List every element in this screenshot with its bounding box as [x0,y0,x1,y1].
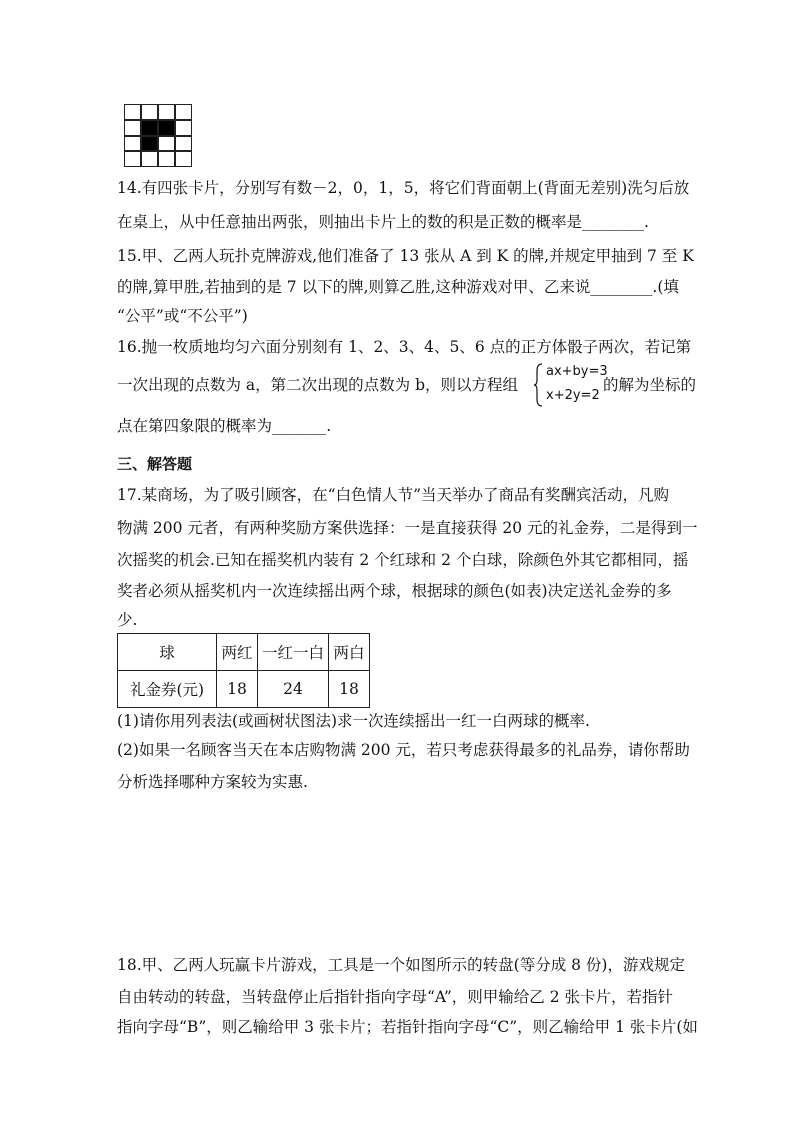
table-header-cell: 两白 [329,634,370,671]
grid-cell [158,151,175,167]
grid-cell [175,151,192,167]
q17-line-4: 奖者必须从摇奖机内一次连续摇出两个球，根据球的颜色(如表)决定送礼金券的多 [117,582,672,600]
table-header-cell: 两红 [217,634,258,671]
equation-1: ax+by=3 [546,364,608,379]
grid-cell [175,120,192,136]
q14-line-1: 14.有四张卡片，分别写有数－2，0，1，5，将它们背面朝上(背面无差别)洗匀后放 [117,179,690,197]
q17-line-3: 次摇奖的机会.已知在摇奖机内装有 2 个红球和 2 个白球，除颜色外其它都相同，摇 [117,551,689,569]
q14-line-2: 在桌上，从中任意抽出两张，则抽出卡片上的数的积是正数的概率是________. [117,213,649,231]
table-cell: 礼金券(元) [118,671,217,708]
prize-table [117,633,370,708]
q18-line-3: 指向字母“B”，则乙输给甲 3 张卡片；若指针指向字母“C”，则乙输给甲 1 张卡片(如 [117,1018,698,1036]
grid-cell-filled [141,136,158,152]
equation-2: x+2y=2 [546,388,600,403]
q16-line-3: 点在第四象限的概率为_______. [117,417,332,435]
grid-cell-filled [141,120,158,136]
table-cell: 24 [258,671,329,708]
q15-line-2: 的牌,算甲胜,若抽到的是 7 以下的牌,则算乙胜,这种游戏对甲、乙来说________.(填 [117,278,679,296]
grid-cell [141,104,158,120]
table-cell: 18 [217,671,258,708]
grid-cell [124,104,141,120]
grid-cell [175,136,192,152]
q17-line-1: 17.某商场，为了吸引顾客，在“白色情人节”当天举办了商品有奖酬宾活动，凡购 [117,486,670,504]
grid-cell-filled [158,120,175,136]
table-cell: 18 [329,671,370,708]
q17-line-2: 物满 200 元者，有两种奖励方案供选择：一是直接获得 20 元的礼金券，二是得到一 [117,519,698,537]
grid-cell [124,136,141,152]
table-header-cell: 一红一白 [258,634,329,671]
grid-cell [175,104,192,120]
q15-line-3: “公平”或“不公平”) [117,307,248,325]
grid-cell [141,151,158,167]
grid-cell [158,104,175,120]
q18-line-1: 18.甲、乙两人玩赢卡片游戏，工具是一个如图所示的转盘(等分成 8 份)，游戏规定 [117,956,685,974]
q16-line-2a: 一次出现的点数为 a，第二次出现的点数为 b，则以方程组 [117,376,519,394]
grid-cell [124,120,141,136]
q17-part-1: (1)请你用列表法(或画树状图法)求一次连续摇出一红一白两球的概率. [117,712,590,730]
table-row [118,634,370,671]
q17-part-2-line-2: 分析选择哪种方案较为实惠. [117,773,308,791]
equation-brace [533,363,543,407]
grid-figure [124,104,192,167]
grid-cell [124,151,141,167]
q16-line-2b: 的解为坐标的 [603,376,697,394]
q16-line-1: 16.抛一枚质地均匀六面分别刻有 1、2、3、4、5、6 点的正方体骰子两次，若记第 [117,338,692,356]
section-heading: 三、解答题 [117,455,193,473]
q17-line-5: 少. [117,611,138,629]
q18-line-2: 自由转动的转盘，当转盘停止后指针指向字母“A”，则甲输给乙 2 张卡片，若指针 [117,988,673,1006]
table-row [118,671,370,708]
grid-cell [158,136,175,152]
q17-part-2-line-1: (2)如果一名顾客当天在本店购物满 200 元，若只考虑获得最多的礼品券，请你帮助 [117,741,690,759]
table-header-cell: 球 [118,634,217,671]
q15-line-1: 15.甲、乙两人玩扑克牌游戏,他们准备了 13 张从 A 到 K 的牌,并规定甲抽到 7 至 K [117,247,694,265]
